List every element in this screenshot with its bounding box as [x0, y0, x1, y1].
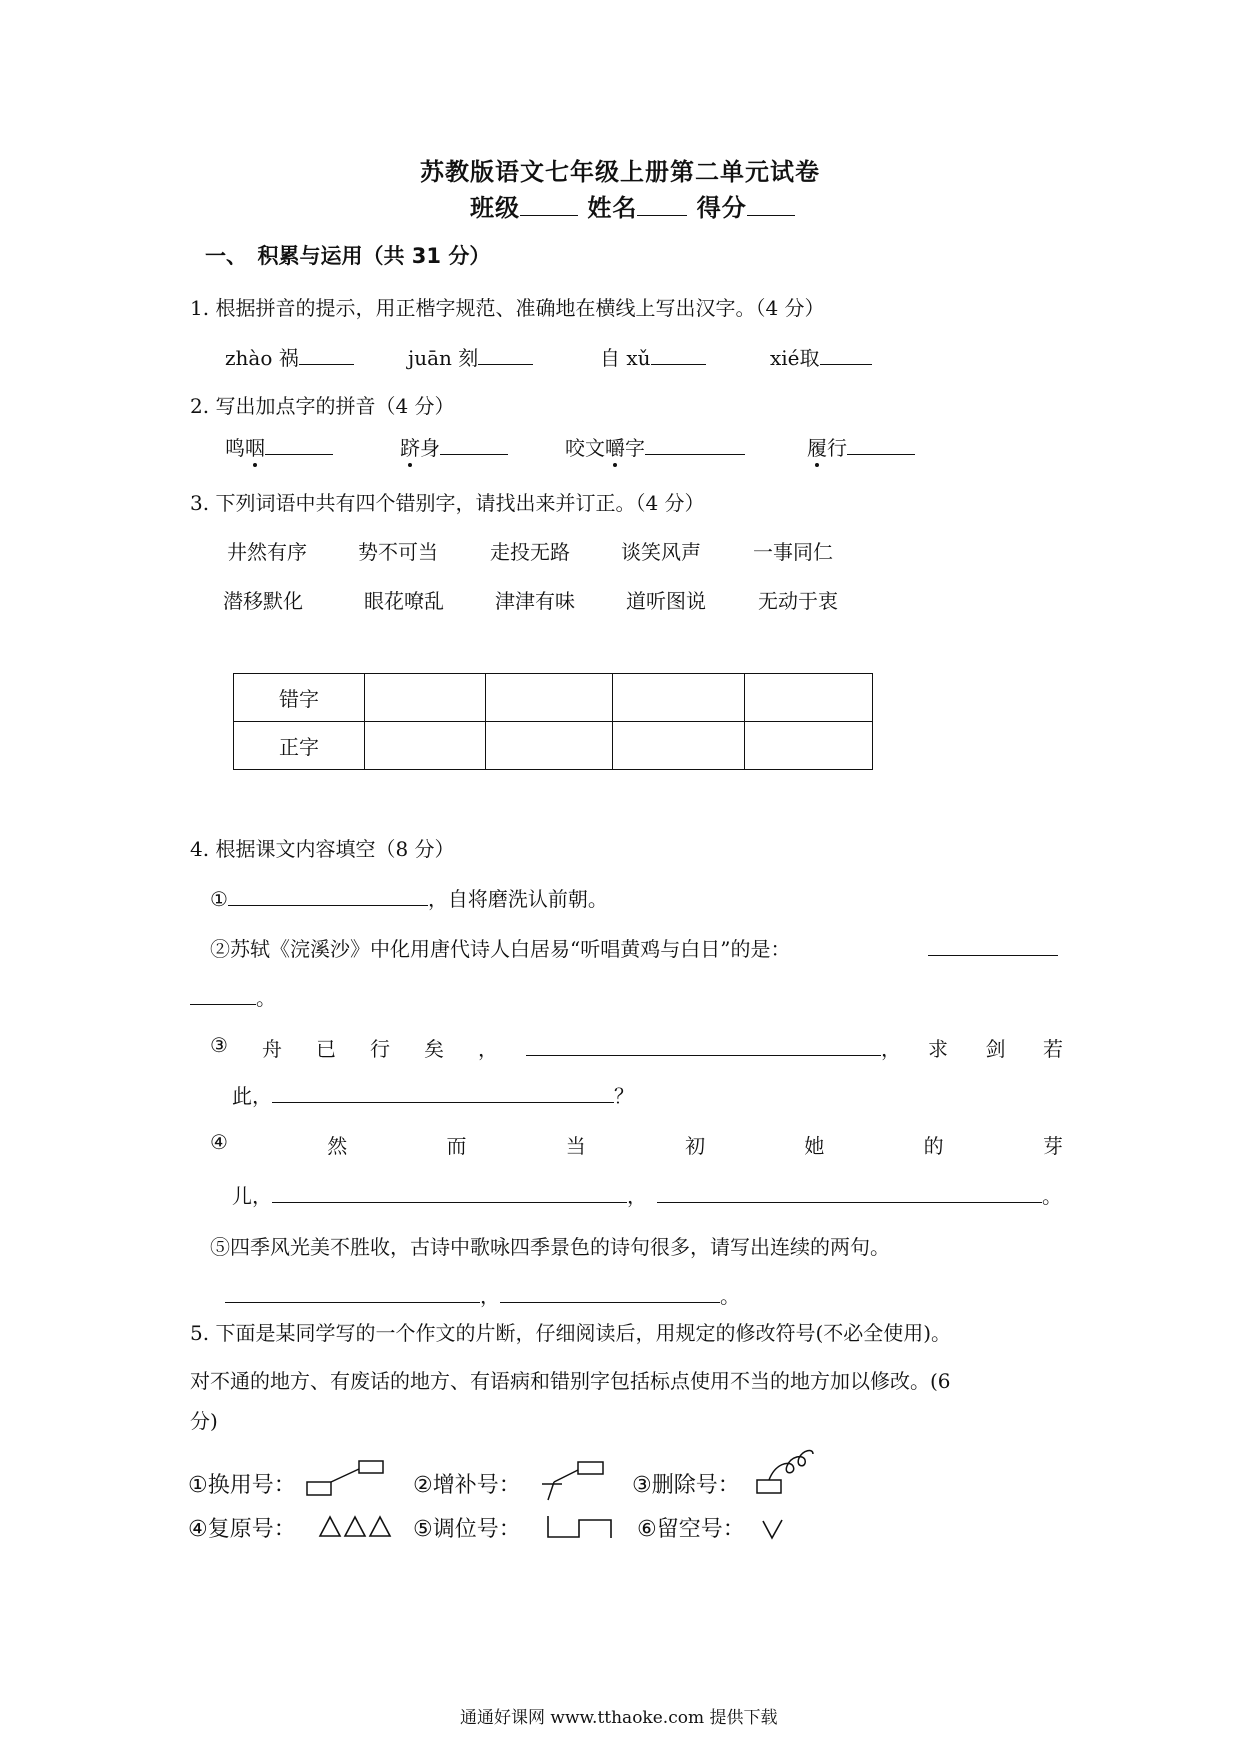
question-3-stem: 3. 下列词语中共有四个错别字，请找出来并订正。（4 分）	[190, 491, 705, 515]
q4-item-2: ②苏轼《浣溪沙》中化用唐代诗人白居易“听唱黄鸡与白日”的是：	[210, 937, 791, 961]
question-2-stem: 2. 写出加点字的拼音（4 分）	[190, 394, 455, 418]
q4-item-4: ④ 然 而 当 初 她 的 芽	[210, 1130, 1063, 1158]
q3-word: 道听图说	[626, 589, 706, 613]
q3-word: 眼花嘹乱	[364, 589, 444, 613]
q2-blank[interactable]	[847, 434, 915, 455]
q4-item-5: ⑤四季风光美不胜收，古诗中歌咏四季景色的诗句很多，请写出连续的两句。	[210, 1235, 890, 1259]
question-5-line: 5. 下面是某同学写的一个作文的片断，仔细阅读后，用规定的修改符号(不必全使用)。	[190, 1321, 952, 1345]
q4-blank[interactable]	[272, 1182, 627, 1203]
q1-blank[interactable]	[651, 344, 706, 365]
q4-blank[interactable]	[928, 935, 1058, 956]
q3-word: 走投无路	[490, 540, 570, 564]
exam-page: 苏教版语文七年级上册第二单元试卷 班级 姓名 得分 一、 积累与运用（共 31 分） 1. 根据拼音的提示，用正楷字规范、准确地在横线上写出汉字。（4 分） zhào 祸 juān 刻 自 xǔ xié取 2. 写出加点字的拼音（4 分） 鸣咽 跻身 咬文嚼字 履行 3. 下列词语中共有四个错别字，请找出来并订正。（4 分） 井然有序 势不可当 走投无路 谈笑风声 一事同仁 潜移默化 眼花嘹乱 津津有味 道听图说 无动于衷 错字 正字 4. 根据课文内容填空（8 分） ① ，自将磨洗认前朝。 ②苏轼《浣溪沙》中化用唐代诗人白居易“听唱黄鸡与白日”的是： 。 ③ 舟 已 行 矣 ， ， 求 剑 若 此， ？ ④ 然 而 当 初 她 的 芽 儿， ， 。 ⑤四季风光美不胜收，古诗中歌咏四季景色的诗句很多，请写出连续的两句。 ， 。 5. 下面是某同学写的一个作文的片断，仔细阅读后，用规定的修改符号(不必全使用)。 对不通的地方、有废话的地方、有语病和错别字包括标点使用不当的地方加以修改。(6 分) ①换用号： ②增补号： ③删除号： ④复原号： ⑤调位号： ⑥留空号： 通通好课网 www.tthaoke.com 提供下载	[0, 0, 1240, 1754]
question-4-stem: 4. 根据课文内容填空（8 分）	[190, 837, 455, 861]
row-label: 错字	[234, 674, 365, 722]
class-blank[interactable]	[520, 195, 578, 216]
answer-cell[interactable]	[745, 674, 873, 722]
q2-blank[interactable]	[645, 434, 745, 455]
name-blank[interactable]	[637, 195, 687, 216]
answer-cell[interactable]	[486, 674, 613, 722]
q4-blank[interactable]	[228, 885, 428, 906]
score-label: 得分	[696, 194, 747, 222]
delete-mark-icon	[755, 1446, 817, 1498]
q1-blank[interactable]	[820, 344, 872, 365]
q1-item: xié取	[770, 342, 872, 371]
table-row	[234, 722, 873, 770]
q1-blank[interactable]	[299, 344, 354, 365]
class-label: 班级	[470, 194, 520, 222]
q2-blank[interactable]	[440, 434, 508, 455]
q2-item: 鸣咽	[225, 432, 333, 461]
q1-item: juān 刻	[408, 342, 533, 371]
q3-word: 井然有序	[227, 540, 307, 564]
footer-credit: 通通好课网 www.tthaoke.com 提供下载	[460, 1708, 778, 1728]
student-info-line	[470, 188, 795, 223]
score-blank[interactable]	[747, 195, 795, 216]
q4-blank[interactable]	[500, 1282, 720, 1303]
q4-blank[interactable]	[225, 1282, 480, 1303]
q1-blank[interactable]	[478, 344, 533, 365]
transpose-mark-icon	[545, 1514, 615, 1540]
answer-cell[interactable]	[365, 674, 486, 722]
symbol-label: ①换用号：	[188, 1473, 296, 1498]
symbol-label: ③删除号：	[632, 1473, 740, 1498]
row-label: 正字	[234, 722, 365, 770]
restore-mark-icon	[318, 1514, 394, 1538]
question-5-line: 分)	[190, 1409, 218, 1433]
q4-blank[interactable]	[272, 1082, 614, 1103]
q3-word: 津津有味	[495, 589, 575, 613]
q2-item: 咬文嚼字	[565, 432, 745, 461]
answer-cell[interactable]	[486, 722, 613, 770]
correction-table	[233, 673, 873, 770]
symbol-label: ②增补号：	[413, 1473, 521, 1498]
q1-item: zhào 祸	[225, 342, 354, 371]
question-5-line: 对不通的地方、有废话的地方、有语病和错别字包括标点使用不当的地方加以修改。(6	[190, 1369, 951, 1393]
q4-blank[interactable]	[526, 1035, 881, 1056]
answer-cell[interactable]	[745, 722, 873, 770]
q3-word: 无动于衷	[758, 589, 838, 613]
answer-cell[interactable]	[365, 722, 486, 770]
insert-mark-icon	[540, 1458, 608, 1504]
replace-mark-icon	[305, 1458, 387, 1500]
table-row	[234, 674, 873, 722]
q2-item: 跻身	[400, 432, 508, 461]
q3-word: 势不可当	[358, 540, 438, 564]
q1-item: 自 xǔ	[600, 342, 706, 371]
q3-word: 潜移默化	[223, 589, 303, 613]
q2-item: 履行	[807, 432, 915, 461]
q3-word: 谈笑风声	[621, 540, 701, 564]
answer-cell[interactable]	[613, 674, 745, 722]
name-label: 姓名	[587, 194, 638, 222]
q2-blank[interactable]	[265, 434, 333, 455]
symbol-label: ⑤调位号：	[413, 1517, 521, 1542]
page-title: 苏教版语文七年级上册第二单元试卷	[420, 158, 820, 186]
section-title: 一、 积累与运用（共 31 分）	[205, 244, 491, 268]
q4-blank[interactable]	[657, 1182, 1042, 1203]
question-1-stem: 1. 根据拼音的提示，用正楷字规范、准确地在横线上写出汉字。（4 分）	[190, 296, 825, 320]
symbol-label: ④复原号：	[188, 1517, 296, 1542]
q4-blank[interactable]	[190, 984, 256, 1005]
symbol-label: ⑥留空号：	[637, 1517, 745, 1542]
space-mark-icon	[760, 1518, 786, 1540]
q3-word: 一事同仁	[753, 540, 833, 564]
q4-item-1: ① ，自将磨洗认前朝。	[210, 887, 608, 911]
answer-cell[interactable]	[613, 722, 745, 770]
